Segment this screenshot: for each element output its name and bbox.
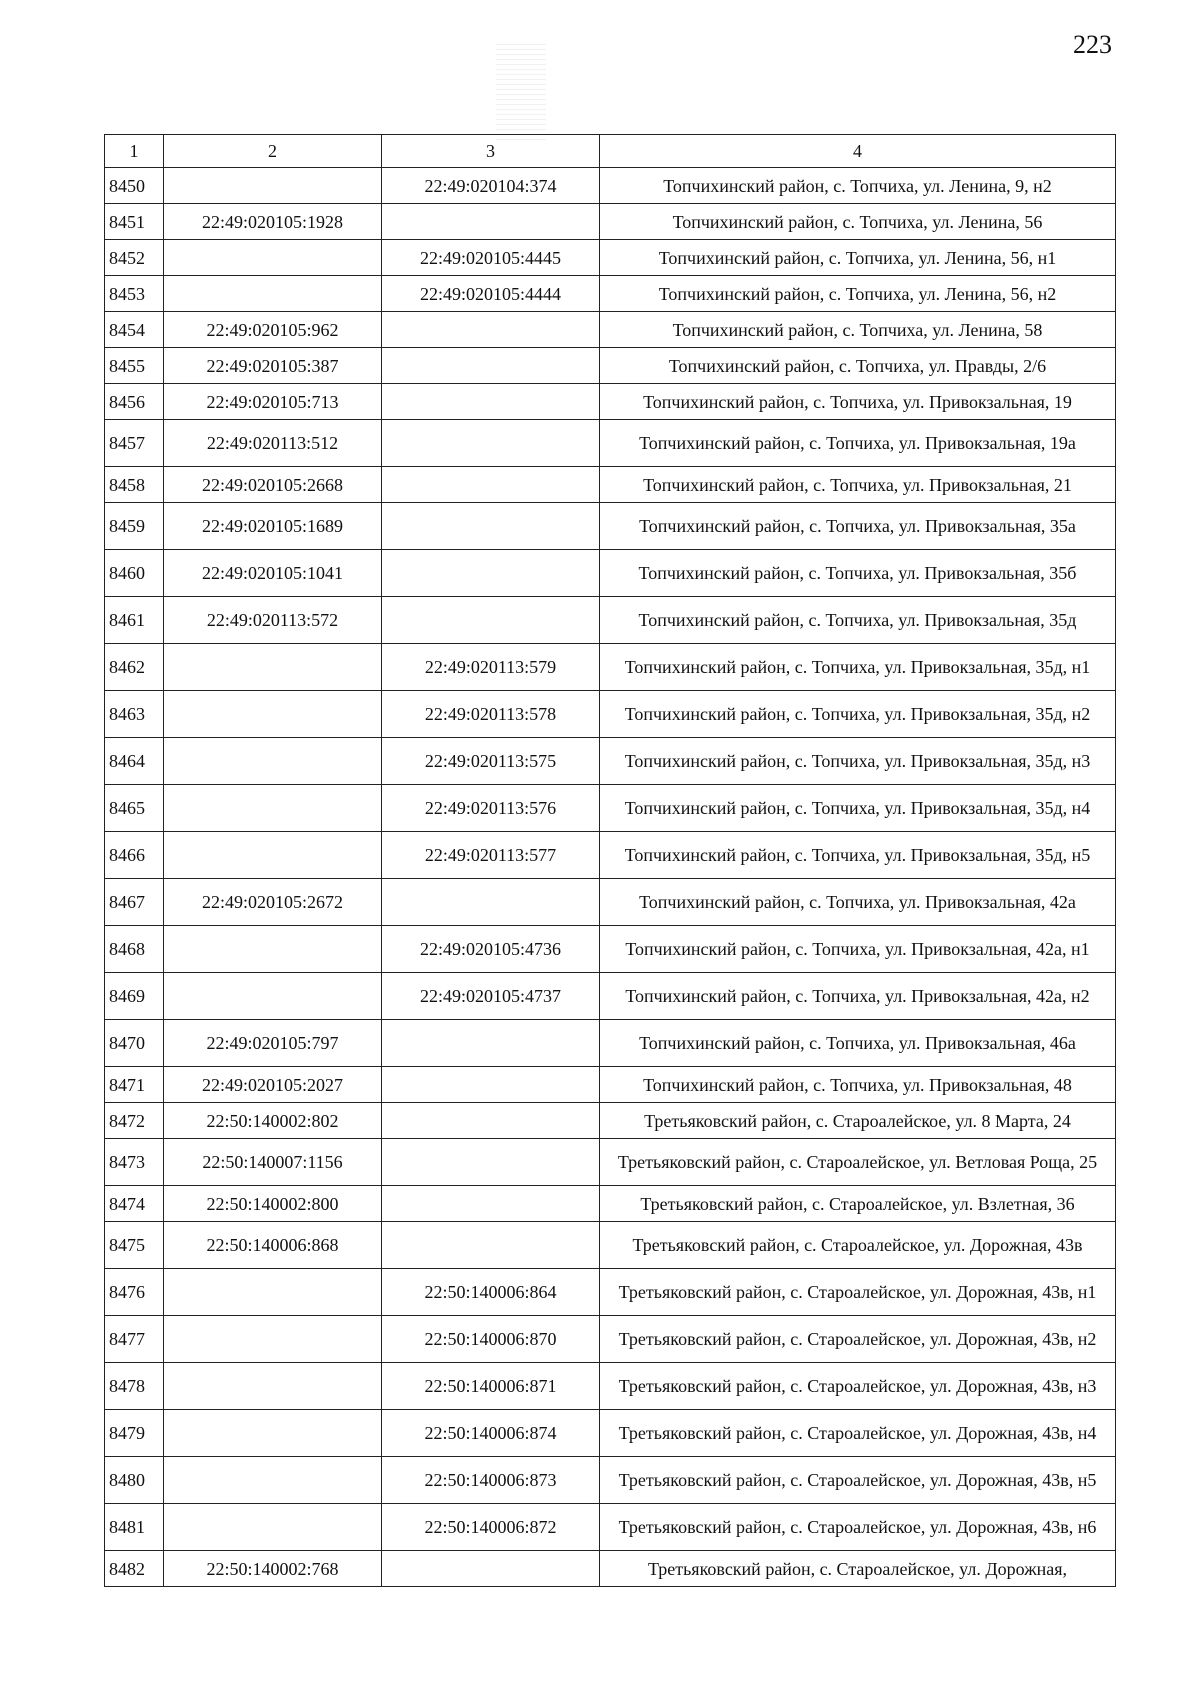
land-cadastral-cell: 22:49:020105:387 <box>164 348 382 384</box>
row-number-cell: 8456 <box>105 384 164 420</box>
building-cadastral-cell: 22:49:020113:575 <box>382 738 600 785</box>
row-number-cell: 8455 <box>105 348 164 384</box>
table-row <box>105 1504 1116 1551</box>
land-cadastral-cell: 22:49:020105:2668 <box>164 467 382 503</box>
address-cell: Третьяковский район, с. Староалейское, ул. Дорожная, <box>600 1551 1116 1587</box>
address-cell: Третьяковский район, с. Староалейское, ул. Дорожная, 43в, н4 <box>600 1410 1116 1457</box>
building-cadastral-cell: 22:50:140006:870 <box>382 1316 600 1363</box>
column-header-4: 4 <box>600 135 1116 168</box>
column-header-1: 1 <box>105 135 164 168</box>
building-cadastral-cell <box>382 1551 600 1587</box>
address-cell: Топчихинский район, с. Топчиха, ул. Привокзальная, 35д, н2 <box>600 691 1116 738</box>
address-cell: Топчихинский район, с. Топчиха, ул. Привокзальная, 42а <box>600 879 1116 926</box>
building-cadastral-cell <box>382 1067 600 1103</box>
row-number-cell: 8476 <box>105 1269 164 1316</box>
land-cadastral-cell <box>164 240 382 276</box>
land-cadastral-cell <box>164 1457 382 1504</box>
row-number-cell: 8459 <box>105 503 164 550</box>
table-row <box>105 1222 1116 1269</box>
land-cadastral-cell: 22:49:020105:1041 <box>164 550 382 597</box>
address-cell: Топчихинский район, с. Топчиха, ул. Ленина, 56 <box>600 204 1116 240</box>
building-cadastral-cell <box>382 879 600 926</box>
land-cadastral-cell: 22:49:020105:713 <box>164 384 382 420</box>
address-cell: Третьяковский район, с. Староалейское, ул. Дорожная, 43в, н1 <box>600 1269 1116 1316</box>
building-cadastral-cell <box>382 204 600 240</box>
land-cadastral-cell: 22:49:020113:512 <box>164 420 382 467</box>
land-cadastral-cell <box>164 738 382 785</box>
land-cadastral-cell <box>164 691 382 738</box>
address-cell: Топчихинский район, с. Топчиха, ул. Привокзальная, 35д, н5 <box>600 832 1116 879</box>
land-cadastral-cell <box>164 1316 382 1363</box>
address-cell: Топчихинский район, с. Топчиха, ул. Привокзальная, 42а, н1 <box>600 926 1116 973</box>
address-cell: Топчихинский район, с. Топчиха, ул. Привокзальная, 46а <box>600 1020 1116 1067</box>
land-cadastral-cell <box>164 973 382 1020</box>
row-number-cell: 8477 <box>105 1316 164 1363</box>
land-cadastral-cell: 22:49:020105:797 <box>164 1020 382 1067</box>
row-number-cell: 8481 <box>105 1504 164 1551</box>
building-cadastral-cell <box>382 1139 600 1186</box>
land-cadastral-cell: 22:50:140006:868 <box>164 1222 382 1269</box>
table-row <box>105 348 1116 384</box>
row-number-cell: 8452 <box>105 240 164 276</box>
row-number-cell: 8467 <box>105 879 164 926</box>
land-cadastral-cell <box>164 1504 382 1551</box>
address-cell: Топчихинский район, с. Топчиха, ул. Привокзальная, 48 <box>600 1067 1116 1103</box>
row-number-cell: 8450 <box>105 168 164 204</box>
row-number-cell: 8460 <box>105 550 164 597</box>
table-row <box>105 926 1116 973</box>
row-number-cell: 8482 <box>105 1551 164 1587</box>
building-cadastral-cell: 22:50:140006:872 <box>382 1504 600 1551</box>
address-cell: Топчихинский район, с. Топчиха, ул. Привокзальная, 42а, н2 <box>600 973 1116 1020</box>
row-number-cell: 8475 <box>105 1222 164 1269</box>
table-row <box>105 1316 1116 1363</box>
row-number-cell: 8457 <box>105 420 164 467</box>
table-row <box>105 204 1116 240</box>
row-number-cell: 8462 <box>105 644 164 691</box>
building-cadastral-cell <box>382 503 600 550</box>
row-number-cell: 8463 <box>105 691 164 738</box>
building-cadastral-cell <box>382 1222 600 1269</box>
building-cadastral-cell: 22:49:020113:577 <box>382 832 600 879</box>
building-cadastral-cell: 22:49:020105:4737 <box>382 973 600 1020</box>
table-row <box>105 420 1116 467</box>
address-cell: Третьяковский район, с. Староалейское, ул. Дорожная, 43в, н5 <box>600 1457 1116 1504</box>
address-cell: Топчихинский район, с. Топчиха, ул. Привокзальная, 35д, н1 <box>600 644 1116 691</box>
table-row <box>105 1269 1116 1316</box>
table-row <box>105 467 1116 503</box>
land-cadastral-cell: 22:50:140002:800 <box>164 1186 382 1222</box>
building-cadastral-cell <box>382 348 600 384</box>
land-cadastral-cell <box>164 1363 382 1410</box>
table-row <box>105 1457 1116 1504</box>
address-cell: Третьяковский район, с. Староалейское, ул. Дорожная, 43в <box>600 1222 1116 1269</box>
building-cadastral-cell <box>382 467 600 503</box>
table-row <box>105 384 1116 420</box>
table-row <box>105 832 1116 879</box>
table-row <box>105 879 1116 926</box>
address-cell: Топчихинский район, с. Топчиха, ул. Привокзальная, 35б <box>600 550 1116 597</box>
building-cadastral-cell: 22:49:020113:578 <box>382 691 600 738</box>
building-cadastral-cell <box>382 1020 600 1067</box>
land-cadastral-cell: 22:50:140007:1156 <box>164 1139 382 1186</box>
land-cadastral-cell: 22:49:020113:572 <box>164 597 382 644</box>
table-row <box>105 973 1116 1020</box>
row-number-cell: 8468 <box>105 926 164 973</box>
address-cell: Топчихинский район, с. Топчиха, ул. Привокзальная, 35д <box>600 597 1116 644</box>
header-row <box>105 135 1116 168</box>
table-row <box>105 1363 1116 1410</box>
address-cell: Третьяковский район, с. Староалейское, ул. Дорожная, 43в, н2 <box>600 1316 1116 1363</box>
address-cell: Топчихинский район, с. Топчиха, ул. Привокзальная, 35а <box>600 503 1116 550</box>
land-cadastral-cell <box>164 644 382 691</box>
address-cell: Топчихинский район, с. Топчиха, ул. Ленина, 58 <box>600 312 1116 348</box>
table-row <box>105 276 1116 312</box>
row-number-cell: 8480 <box>105 1457 164 1504</box>
building-cadastral-cell: 22:50:140006:871 <box>382 1363 600 1410</box>
row-number-cell: 8454 <box>105 312 164 348</box>
address-cell: Топчихинский район, с. Топчиха, ул. Привокзальная, 19а <box>600 420 1116 467</box>
building-cadastral-cell <box>382 1186 600 1222</box>
row-number-cell: 8471 <box>105 1067 164 1103</box>
page-number: 223 <box>1073 30 1112 59</box>
land-cadastral-cell <box>164 785 382 832</box>
building-cadastral-cell <box>382 384 600 420</box>
land-cadastral-cell <box>164 168 382 204</box>
address-cell: Третьяковский район, с. Староалейское, ул. 8 Марта, 24 <box>600 1103 1116 1139</box>
land-cadastral-cell: 22:50:140002:768 <box>164 1551 382 1587</box>
building-cadastral-cell: 22:49:020105:4444 <box>382 276 600 312</box>
land-cadastral-cell: 22:49:020105:1689 <box>164 503 382 550</box>
building-cadastral-cell: 22:50:140006:873 <box>382 1457 600 1504</box>
address-cell: Третьяковский район, с. Староалейское, ул. Дорожная, 43в, н3 <box>600 1363 1116 1410</box>
table-row <box>105 1020 1116 1067</box>
address-cell: Третьяковский район, с. Староалейское, ул. Взлетная, 36 <box>600 1186 1116 1222</box>
table-row <box>105 1186 1116 1222</box>
building-cadastral-cell <box>382 550 600 597</box>
building-cadastral-cell <box>382 420 600 467</box>
building-cadastral-cell: 22:49:020113:579 <box>382 644 600 691</box>
building-cadastral-cell <box>382 1103 600 1139</box>
scan-artifact <box>496 40 546 140</box>
building-cadastral-cell: 22:49:020104:374 <box>382 168 600 204</box>
row-number-cell: 8451 <box>105 204 164 240</box>
building-cadastral-cell <box>382 312 600 348</box>
address-cell: Топчихинский район, с. Топчиха, ул. Привокзальная, 19 <box>600 384 1116 420</box>
register-table <box>104 134 1116 1587</box>
table-body <box>105 168 1116 1587</box>
land-cadastral-cell <box>164 926 382 973</box>
land-cadastral-cell <box>164 1410 382 1457</box>
row-number-cell: 8464 <box>105 738 164 785</box>
address-cell: Третьяковский район, с. Староалейское, ул. Ветловая Роща, 25 <box>600 1139 1116 1186</box>
row-number-cell: 8472 <box>105 1103 164 1139</box>
row-number-cell: 8479 <box>105 1410 164 1457</box>
table-row <box>105 644 1116 691</box>
building-cadastral-cell: 22:49:020113:576 <box>382 785 600 832</box>
column-header-3: 3 <box>382 135 600 168</box>
land-cadastral-cell: 22:49:020105:2027 <box>164 1067 382 1103</box>
address-cell: Топчихинский район, с. Топчиха, ул. Привокзальная, 35д, н4 <box>600 785 1116 832</box>
table-row <box>105 738 1116 785</box>
building-cadastral-cell: 22:49:020105:4736 <box>382 926 600 973</box>
address-cell: Топчихинский район, с. Топчиха, ул. Ленина, 56, н1 <box>600 240 1116 276</box>
address-cell: Топчихинский район, с. Топчиха, ул. Правды, 2/6 <box>600 348 1116 384</box>
building-cadastral-cell: 22:50:140006:864 <box>382 1269 600 1316</box>
table-row <box>105 1551 1116 1587</box>
table-row <box>105 550 1116 597</box>
building-cadastral-cell: 22:49:020105:4445 <box>382 240 600 276</box>
table-row <box>105 312 1116 348</box>
address-cell: Топчихинский район, с. Топчиха, ул. Привокзальная, 35д, н3 <box>600 738 1116 785</box>
table-row <box>105 1103 1116 1139</box>
building-cadastral-cell: 22:50:140006:874 <box>382 1410 600 1457</box>
address-cell: Топчихинский район, с. Топчиха, ул. Ленина, 56, н2 <box>600 276 1116 312</box>
building-cadastral-cell <box>382 597 600 644</box>
table-row <box>105 597 1116 644</box>
row-number-cell: 8461 <box>105 597 164 644</box>
row-number-cell: 8465 <box>105 785 164 832</box>
address-cell: Третьяковский район, с. Староалейское, ул. Дорожная, 43в, н6 <box>600 1504 1116 1551</box>
land-cadastral-cell <box>164 276 382 312</box>
row-number-cell: 8473 <box>105 1139 164 1186</box>
table-row <box>105 503 1116 550</box>
row-number-cell: 8469 <box>105 973 164 1020</box>
row-number-cell: 8466 <box>105 832 164 879</box>
row-number-cell: 8453 <box>105 276 164 312</box>
row-number-cell: 8478 <box>105 1363 164 1410</box>
row-number-cell: 8470 <box>105 1020 164 1067</box>
land-cadastral-cell: 22:50:140002:802 <box>164 1103 382 1139</box>
table-row <box>105 785 1116 832</box>
row-number-cell: 8458 <box>105 467 164 503</box>
table-row <box>105 1139 1116 1186</box>
table-row <box>105 168 1116 204</box>
land-cadastral-cell <box>164 832 382 879</box>
row-number-cell: 8474 <box>105 1186 164 1222</box>
address-cell: Топчихинский район, с. Топчиха, ул. Ленина, 9, н2 <box>600 168 1116 204</box>
table-row <box>105 1067 1116 1103</box>
column-header-2: 2 <box>164 135 382 168</box>
table-row <box>105 691 1116 738</box>
land-cadastral-cell <box>164 1269 382 1316</box>
table-row <box>105 240 1116 276</box>
land-cadastral-cell: 22:49:020105:2672 <box>164 879 382 926</box>
land-cadastral-cell: 22:49:020105:962 <box>164 312 382 348</box>
address-cell: Топчихинский район, с. Топчиха, ул. Привокзальная, 21 <box>600 467 1116 503</box>
land-cadastral-cell: 22:49:020105:1928 <box>164 204 382 240</box>
table-row <box>105 1410 1116 1457</box>
